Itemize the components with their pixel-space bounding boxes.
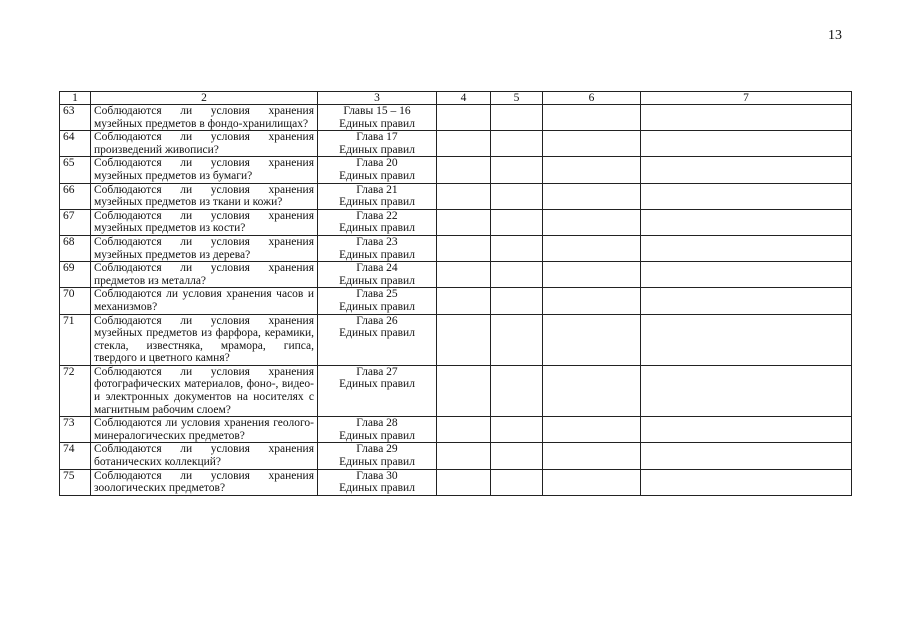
reference-source: Единых правил (339, 169, 415, 182)
checklist-table (59, 91, 852, 496)
reference-chapter: Глава 20 (356, 157, 398, 170)
reference-source: Единых правил (339, 429, 415, 442)
table-row (60, 469, 852, 495)
page-number: 13 (828, 28, 842, 43)
reference-source: Единых правил (339, 143, 415, 156)
question-cell: Соблюдаются ли условия хранения часов и механизмов? (91, 288, 318, 314)
empty-cell-col-7 (641, 314, 852, 365)
reference-source: Единых правил (339, 456, 415, 469)
empty-cell-col-6 (543, 157, 641, 183)
empty-cell-col-7 (641, 469, 852, 495)
empty-cell-col-6 (543, 417, 641, 443)
reference-cell (318, 235, 437, 261)
empty-cell-col-7 (641, 365, 852, 416)
empty-cell-col-7 (641, 417, 852, 443)
empty-cell-col-5 (491, 183, 543, 209)
column-header-3: 3 (318, 92, 437, 105)
empty-cell-col-6 (543, 314, 641, 365)
empty-cell-col-5 (491, 131, 543, 157)
question-cell: Соблюдаются ли условия хранения музейных предметов в фондо-хранилищах? (91, 105, 318, 131)
question-cell: Соблюдаются ли условия хранения музейных предметов из бумаги? (91, 157, 318, 183)
empty-cell-col-6 (543, 131, 641, 157)
reference-chapter: Глава 27 (356, 365, 398, 378)
reference-source: Единых правил (339, 222, 415, 235)
empty-cell-col-5 (491, 209, 543, 235)
reference-chapter: Глава 25 (356, 288, 398, 301)
empty-cell-col-4 (437, 469, 491, 495)
table-row (60, 417, 852, 443)
reference-chapter: Глава 21 (356, 183, 398, 196)
empty-cell-col-5 (491, 314, 543, 365)
empty-cell-col-7 (641, 157, 852, 183)
reference-source: Единых правил (339, 117, 415, 130)
reference-chapter: Глава 28 (356, 417, 398, 430)
empty-cell-col-5 (491, 417, 543, 443)
reference-cell (318, 288, 437, 314)
empty-cell-col-4 (437, 183, 491, 209)
empty-cell-col-7 (641, 131, 852, 157)
empty-cell-col-6 (543, 469, 641, 495)
reference-source: Единых правил (339, 274, 415, 287)
empty-cell-col-7 (641, 105, 852, 131)
empty-cell-col-6 (543, 183, 641, 209)
column-header-2: 2 (91, 92, 318, 105)
empty-cell-col-5 (491, 157, 543, 183)
question-cell: Соблюдаются ли условия хранения геолого-минералогических предметов? (91, 417, 318, 443)
reference-chapter: Глава 24 (356, 262, 398, 275)
reference-source: Единых правил (339, 327, 415, 340)
empty-cell-col-7 (641, 288, 852, 314)
reference-cell (318, 443, 437, 469)
row-number: 74 (60, 443, 91, 469)
empty-cell-col-7 (641, 209, 852, 235)
table-row (60, 443, 852, 469)
reference-source: Единых правил (339, 196, 415, 209)
row-number: 66 (60, 183, 91, 209)
empty-cell-col-6 (543, 365, 641, 416)
row-number: 68 (60, 235, 91, 261)
row-number: 71 (60, 314, 91, 365)
empty-cell-col-7 (641, 443, 852, 469)
empty-cell-col-5 (491, 288, 543, 314)
row-number: 72 (60, 365, 91, 416)
row-number: 70 (60, 288, 91, 314)
empty-cell-col-4 (437, 209, 491, 235)
reference-chapter: Глава 22 (356, 209, 398, 222)
reference-cell (318, 365, 437, 416)
table-row (60, 209, 852, 235)
table-row (60, 288, 852, 314)
question-cell: Соблюдаются ли условия хранения музейных предметов из ткани и кожи? (91, 183, 318, 209)
empty-cell-col-5 (491, 262, 543, 288)
empty-cell-col-7 (641, 262, 852, 288)
question-cell: Соблюдаются ли условия хранения произведений живописи? (91, 131, 318, 157)
column-header-4: 4 (437, 92, 491, 105)
row-number: 63 (60, 105, 91, 131)
column-header-1: 1 (60, 92, 91, 105)
reference-source: Единых правил (339, 482, 415, 495)
empty-cell-col-4 (437, 314, 491, 365)
empty-cell-col-5 (491, 235, 543, 261)
table-row (60, 314, 852, 365)
table-row (60, 262, 852, 288)
reference-chapter: Глава 26 (356, 314, 398, 327)
reference-chapter: Глава 29 (356, 443, 398, 456)
reference-chapter: Глава 23 (356, 235, 398, 248)
reference-cell (318, 262, 437, 288)
empty-cell-col-6 (543, 235, 641, 261)
table-row (60, 105, 852, 131)
table-row (60, 183, 852, 209)
empty-cell-col-4 (437, 365, 491, 416)
table-row (60, 157, 852, 183)
reference-cell (318, 105, 437, 131)
empty-cell-col-4 (437, 288, 491, 314)
reference-source: Единых правил (339, 378, 415, 391)
reference-source: Единых правил (339, 300, 415, 313)
table-row (60, 131, 852, 157)
table-row (60, 235, 852, 261)
empty-cell-col-7 (641, 235, 852, 261)
empty-cell-col-4 (437, 262, 491, 288)
reference-chapter: Глава 17 (356, 131, 398, 144)
reference-cell (318, 417, 437, 443)
column-header-7: 7 (641, 92, 852, 105)
empty-cell-col-5 (491, 469, 543, 495)
reference-cell (318, 469, 437, 495)
row-number: 73 (60, 417, 91, 443)
reference-chapter: Главы 15 – 16 (343, 105, 411, 117)
question-cell: Соблюдаются ли условия хранения фотографических материалов, фоно-, видео- и электронных документов на носителях с магнитным рабочим слоем? (91, 365, 318, 416)
question-cell: Соблюдаются ли условия хранения музейных предметов из кости? (91, 209, 318, 235)
question-cell: Соблюдаются ли условия хранения музейных предметов из дерева? (91, 235, 318, 261)
row-number: 69 (60, 262, 91, 288)
empty-cell-col-7 (641, 183, 852, 209)
question-cell: Соблюдаются ли условия хранения предметов из металла? (91, 262, 318, 288)
reference-cell (318, 209, 437, 235)
row-number: 64 (60, 131, 91, 157)
row-number: 75 (60, 469, 91, 495)
reference-cell (318, 157, 437, 183)
reference-cell (318, 314, 437, 365)
empty-cell-col-5 (491, 443, 543, 469)
empty-cell-col-4 (437, 443, 491, 469)
empty-cell-col-6 (543, 288, 641, 314)
empty-cell-col-4 (437, 157, 491, 183)
question-cell: Соблюдаются ли условия хранения зоологических предметов? (91, 469, 318, 495)
question-cell: Соблюдаются ли условия хранения ботанических коллекций? (91, 443, 318, 469)
empty-cell-col-5 (491, 365, 543, 416)
question-cell: Соблюдаются ли условия хранения музейных предметов из фарфора, керамики, стекла, известняка, мрамора, гипса, твердого и цветного камня? (91, 314, 318, 365)
column-header-5: 5 (491, 92, 543, 105)
table-row (60, 365, 852, 416)
row-number: 65 (60, 157, 91, 183)
empty-cell-col-4 (437, 131, 491, 157)
row-number: 67 (60, 209, 91, 235)
header-row (60, 92, 852, 105)
empty-cell-col-6 (543, 105, 641, 131)
empty-cell-col-4 (437, 105, 491, 131)
empty-cell-col-6 (543, 443, 641, 469)
reference-chapter: Глава 30 (356, 469, 398, 482)
empty-cell-col-4 (437, 235, 491, 261)
empty-cell-col-5 (491, 105, 543, 131)
reference-source: Единых правил (339, 248, 415, 261)
empty-cell-col-6 (543, 209, 641, 235)
column-header-6: 6 (543, 92, 641, 105)
empty-cell-col-4 (437, 417, 491, 443)
reference-cell (318, 183, 437, 209)
reference-cell (318, 131, 437, 157)
empty-cell-col-6 (543, 262, 641, 288)
